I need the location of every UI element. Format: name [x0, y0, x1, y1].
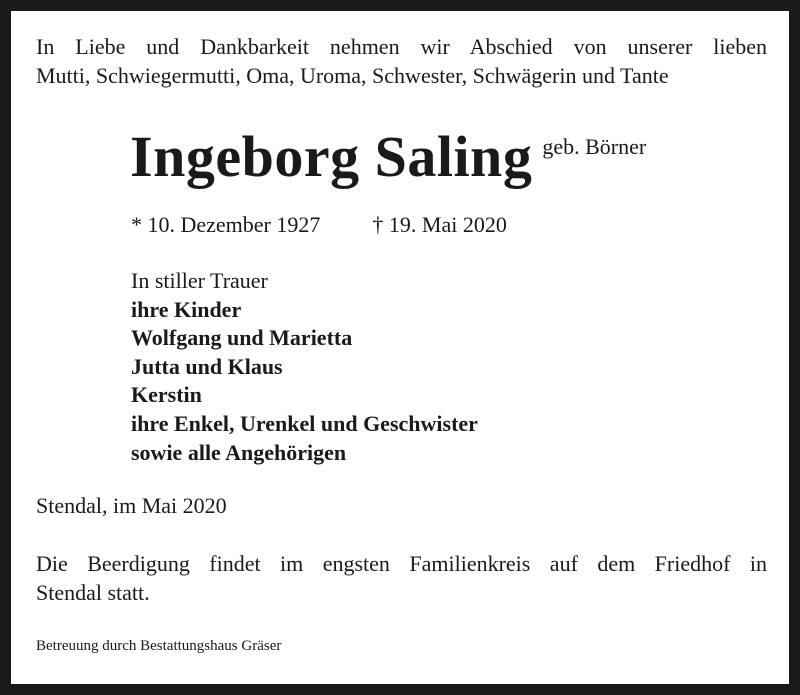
funeral-notice: [36, 549, 767, 607]
deceased-name-row: [130, 122, 646, 192]
mourner-list: [131, 296, 478, 468]
funeral-home-credit: Betreuung durch Bestattungshaus Gräser: [36, 638, 282, 654]
mourning-label: In stiller Trauer: [131, 268, 268, 293]
birth-date: * 10. Dezember 1927: [131, 212, 321, 237]
intro-text: [36, 32, 767, 90]
intro-line: In Liebe und Dankbarkeit nehmen wir Abschied von unserer lieben: [36, 34, 767, 59]
mourner-line: Jutta und Klaus: [131, 353, 283, 379]
mourner-line: ihre Enkel, Urenkel und Geschwister: [131, 410, 478, 436]
place-date: Stendal, im Mai 2020: [36, 493, 227, 518]
mourner-line: sowie alle Angehörigen: [131, 439, 347, 465]
deceased-name: Ingeborg Saling: [130, 124, 533, 189]
mourner-line: Kerstin: [131, 382, 202, 408]
intro-line: Mutti, Schwiegermutti, Oma, Uroma, Schwester, Schwägerin und Tante: [36, 63, 669, 88]
mourner-line: ihre Kinder: [131, 296, 242, 322]
funeral-line: Stendal statt.: [36, 580, 150, 605]
funeral-line: Die Beerdigung findet im engsten Familienkreis auf dem Friedhof in: [36, 551, 767, 576]
life-dates: [131, 210, 507, 240]
death-date: † 19. Mai 2020: [372, 212, 507, 237]
mourners-block: [131, 267, 478, 467]
maiden-name: geb. Börner: [542, 134, 647, 159]
mourner-line: Wolfgang und Marietta: [131, 325, 353, 351]
